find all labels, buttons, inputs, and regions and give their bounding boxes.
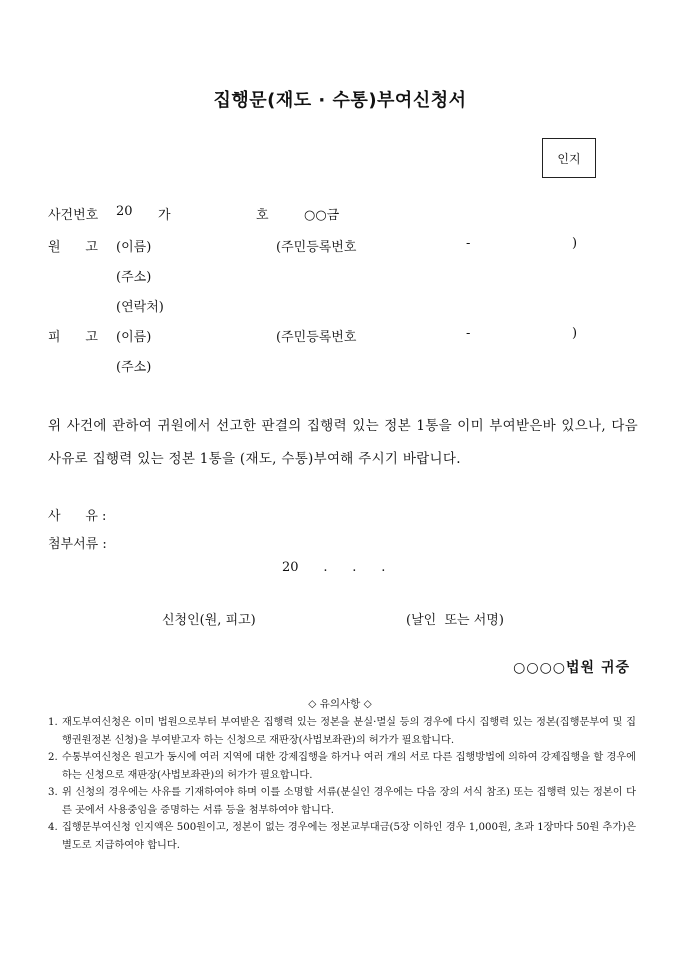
note-item	[48, 714, 636, 749]
defendant-rrn-close: )	[572, 326, 578, 341]
defendant-rrn-separator: -	[466, 326, 471, 341]
revenue-stamp-box	[542, 138, 596, 178]
case-year: 20	[116, 204, 133, 219]
note-item	[48, 784, 636, 819]
note-text: 재도부여신청은 이미 법원으로부터 부여받은 집행력 있는 정본을 분실·멸실 등의 경우에 다시 집행력 있는 정본(집행문부여 및 집행권원정본 신청)을 부여받고자 하는 신청으로 재판장(사법보좌관)의 허가가 필요합니다.	[62, 717, 636, 746]
case-ho: 호	[256, 208, 269, 223]
case-amount: ○○금	[304, 208, 340, 223]
plaintiff-rrn-separator: -	[466, 236, 471, 251]
note-text: 위 신청의 경우에는 사유를 기재하여야 하며 이를 소명할 서류(분실인 경우에는 다음 장의 서식 참조) 또는 집행력 있는 정본이 다른 곳에서 사용중임을 증명하는 서류 등을 첨부하여야 합니다.	[62, 787, 636, 816]
plaintiff-contact-label: (연락처)	[116, 300, 164, 315]
plaintiff-rrn-label: (주민등록번호	[276, 240, 357, 255]
case-number-label: 사건번호	[48, 208, 99, 223]
reason-label: 사 유 :	[48, 509, 107, 524]
plaintiff-name-label: (이름)	[116, 240, 152, 255]
applicant-label: 신청인(원, 피고)	[162, 613, 256, 628]
note-number: 2.	[48, 752, 58, 763]
case-type: 가	[158, 208, 171, 223]
notes-heading: ◇ 유의사항 ◇	[308, 698, 372, 710]
note-text: 집행문부여신청 인지액은 500원이고, 정본이 없는 경우에는 정본교부대금(5장 이하인 경우 1,000원, 초과 1장마다 50원 추가)은 별도로 지급하여야 합니다.	[62, 822, 636, 851]
note-number: 4.	[48, 822, 58, 833]
defendant-rrn-label: (주민등록번호	[276, 330, 357, 345]
note-number: 3.	[48, 787, 58, 798]
document-title: 집행문(재도 · 수통)부여신청서	[213, 90, 467, 111]
seal-or-signature-label: (날인 또는 서명)	[406, 613, 504, 628]
attachments-label: 첨부서류 :	[48, 537, 107, 552]
plaintiff-address-label: (주소)	[116, 270, 152, 285]
stamp-label: 인지	[557, 151, 581, 166]
note-item	[48, 749, 636, 784]
request-body-text: 위 사건에 관하여 귀원에서 선고한 판결의 집행력 있는 정본 1통을 이미 부여받은바 있으나, 다음 사유로 집행력 있는 정본 1통을 (재도, 수통)부여해 주시기 바랍니다.	[48, 418, 638, 467]
date-line: 20 . . .	[282, 560, 386, 575]
note-item	[48, 819, 636, 854]
defendant-role: 피 고	[48, 330, 98, 345]
note-text: 수통부여신청은 원고가 동시에 여러 지역에 대한 강제집행을 하거나 여러 개의 서로 다른 집행방법에 의하여 강제집행을 할 경우에 하는 신청으로 재판장(사법보좌관)의 허가가 필요합니다.	[62, 752, 636, 781]
plaintiff-rrn-close: )	[572, 236, 578, 251]
addressee-court: ○○○○법원 귀중	[513, 660, 630, 676]
defendant-address-label: (주소)	[116, 360, 152, 375]
note-number: 1.	[48, 717, 58, 728]
defendant-name-label: (이름)	[116, 330, 152, 345]
notes-list	[48, 714, 636, 854]
plaintiff-role: 원 고	[48, 240, 98, 255]
